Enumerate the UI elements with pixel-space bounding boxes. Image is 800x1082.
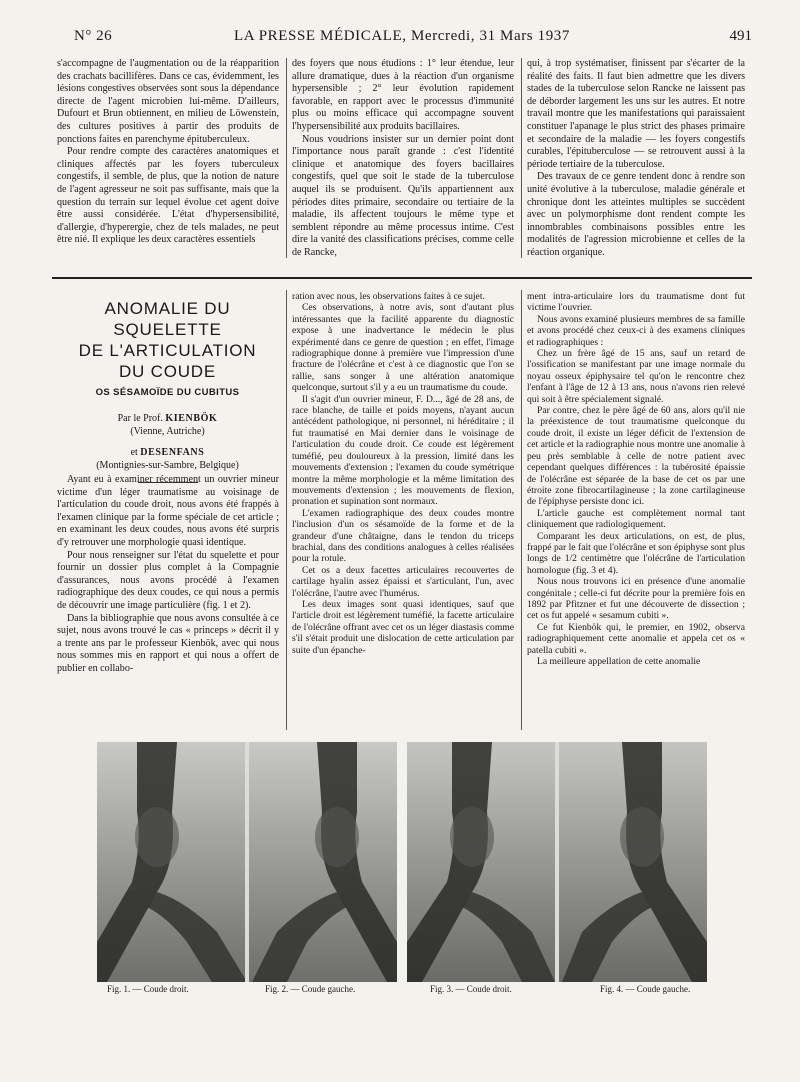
column-rule <box>521 290 522 730</box>
page-number: 491 <box>729 28 752 44</box>
author1-place: (Vienne, Autriche) <box>130 426 205 437</box>
section-divider <box>52 277 752 279</box>
paragraph: Nous avons examiné plusieurs membres de sa famille et avons procédé chez ceux-ci à des examens cliniques et radiographiques : <box>527 313 745 348</box>
article-heading <box>55 298 280 483</box>
paragraph: Les deux images sont quasi identiques, sauf que l'article droit est légèrement tuméfié, la facette articulaire de l'olécrâne offrant avec cet os un léger diastasis comme s'il s'était produit une dislocation de cette articulation par suite d'un épanche- <box>292 598 514 656</box>
top-article-col2 <box>292 58 514 260</box>
paragraph: Chez un frère âgé de 15 ans, sauf un retard de l'ossification se manifestant par une image normale du noyau osseux épiphysaire tel qu'on le rencontre chez l'enfant à l'âge de 12 à 13 ans, nous n'avons rien relevé qui soit à être spécialement signalé. <box>527 348 745 405</box>
paragraph: Pour nous renseigner sur l'état du squelette et pour fournir un dossier plus complet à la Compagnie d'assurances, nous avons procédé à l'examen radiographique des deux coudes, ce qui nous a permis de découvrir une image particulière (fig. 1 et 2). <box>57 549 279 611</box>
paragraph: qui, à trop systématiser, finissent par s'écarter de la réalité des faits. Il faut bien admettre que les divers stades de la tuberculose selon Rancke ne laissent pas de déborder largement les uns sur les autres. Et notre travail montre que les manifestations qui paraissaient constituer l'apanage le plus strict des phases primaire et secondaire de la maladie — les foyers congestifs curables, l'épituberculose — se retrouvent aussi à la période tertiaire de la tuberculose. <box>527 58 745 170</box>
paragraph: La meilleure appellation de cette anomalie <box>537 656 701 667</box>
column-rule <box>286 58 287 258</box>
author1-name: KIENBÖK <box>165 413 218 424</box>
caption-fig3: Fig. 3. — Coude droit. <box>430 984 512 994</box>
paragraph: Cet os a deux facettes articulaires recouvertes de cartilage hyalin assez épaissi et s'articulant, l'un, avec l'olécrâne, l'autre avec l'humérus. <box>292 564 514 599</box>
paragraph: Ces observations, à notre avis, sont d'autant plus intéressantes que la facilité apparente du diagnostic expose à une inadvertance le médecin le plus expérimenté dans ce genre de question ; en effet, l'image radiographique donne à première vue l'impression d'une fracture de l'olécrâne et c'est à ce diagnostic que l'on se rallie, sans songer à une altération anatomique quelconque, surtout s'il y a eu un traumatisme du coude. <box>292 302 514 394</box>
xray-image-fig1-fig2 <box>97 742 397 982</box>
paragraph: s'accompagne de l'augmentation ou de la réapparition des crachats bacillifères. Dans ce cas, évidemment, les lésions congestives observées sont sous la dépendance directe de l'agent microbien lui-même. D'ailleurs, Dufourt et Brun obtiennent, en milieu de Löwenstein, des cultures positives à partir des produits de ponctions faites en parenchyme épituberculeux. <box>57 58 279 145</box>
paragraph: Nous nous trouvons ici en présence d'une anomalie congénitale ; celle-ci fut décrite pour la première fois en 1892 par Pfitzner et fut une découverte de dissection ; cet os fut appelé « sesamum cubiti ». <box>527 576 745 622</box>
xray-image-fig3-fig4 <box>407 742 707 982</box>
paragraph: ment intra-articulaire lors du traumatisme dont fut victime l'ouvrier. <box>527 291 745 314</box>
paragraph: Il s'agit d'un ouvrier mineur, F. D..., âgé de 28 ans, de race blanche, de taille et poids moyens, n'ayant aucun antécédent pathologique, ni personnel, ni héréditaire ; il fut traumatisé en Mai dernier dans le voisinage de l'articulation du coude droit. Ce coude est légèrement tuméfié, peu douloureux à la pression, limité dans les mouvements d'extension ; l'examen du coude symétrique montre la même morphologie et la même limitation des mouvements d'extension ; les mouvements de flexion, pronation et supination sont normaux. <box>292 393 514 508</box>
column-rule <box>521 58 522 258</box>
article-col2 <box>292 291 514 656</box>
article-title-line2: DE L'ARTICULATION <box>78 341 257 360</box>
caption-fig2: Fig. 2. — Coude gauche. <box>265 984 356 994</box>
paragraph: Ce fut Kienbök qui, le premier, en 1902, observa radiographiquement cette anomalie et appela cet os « patella cubiti ». <box>527 621 745 656</box>
top-article-col3 <box>527 58 745 260</box>
author1-prefix: Par le Prof. <box>117 413 163 424</box>
author2-name: DESENFANS <box>140 447 205 458</box>
paragraph: L'examen radiographique des deux coudes montre l'inclusion d'un os sésamoïde de la forme et de la grandeur d'une châtaigne, dans le tendon du triceps brachial, dans des conditions analogues à celles réalisées pour la rotule. <box>292 507 514 565</box>
paragraph: Pour rendre compte des caractères anatomiques et cliniques affectés par les foyers tuberculeux congestifs, il semble, de plus, que la notion de nature de l'agent agresseur ne soit pas suffisante, mais que la question du terrain sur lequel évolue cet agent doive être aussi considérée. L'état d'hypersensibilité, d'allergie, d'hyperergie, chez de tels malades, ne peut être nié. Il explique les deux caractères essentiels <box>57 146 279 246</box>
radiograph-pair-right <box>407 742 707 982</box>
paragraph: Ayant eu à examiner récemment un ouvrier mineur victime d'un léger traumatisme au voisinage de l'articulation du coude droit, nous avons été frappés à l'examen clinique par la forme spéciale de cet article ; en examinant les deux coudes, nous avons été surpris d'y retrouver une morphologie quasi identique. <box>57 474 279 548</box>
article-subtitle: OS SÉSAMOÏDE DU CUBITUS <box>95 387 240 398</box>
author2-prefix: et <box>130 447 138 458</box>
running-header <box>52 28 752 48</box>
author-block <box>55 412 280 472</box>
paragraph: ration avec nous, les observations faites à ce sujet. <box>292 291 485 302</box>
top-article-col1 <box>57 58 279 247</box>
article-title-line1: ANOMALIE DU SQUELETTE <box>104 299 231 339</box>
column-rule <box>286 290 287 730</box>
paragraph: L'article gauche est complètement normal tant cliniquement que radiologiquement. <box>527 507 745 531</box>
caption-fig4: Fig. 4. — Coude gauche. <box>600 984 691 994</box>
paragraph: des foyers que nous étudions : 1° leur étendue, leur allure dramatique, dues à la réaction d'un organisme hypersensible ; 2° leur évolution rapidement favorable, en rapport avec le processus d'immunité plus ou moins efficace qui accompagne souvent l'hypersensibilité aux produits bacillaires. <box>292 58 514 132</box>
paragraph: Par contre, chez le père âgé de 60 ans, alors qu'il nie la préexistence de tout traumatisme quelconque du coude droit, il existe un léger déficit de l'extension de cet article et la radiographie nous montre une anomalie à peu près semblable à celle de notre patient avec cependant quelques différences : la tubérosité épaissie de l'olécrâne est séparée de la base de cet os par une étroite zone fibrocartilagineuse ; la zone cartilagineuse de l'épiphyse persiste donc ici. <box>527 405 745 508</box>
issue-number: N° 26 <box>74 28 113 44</box>
article-col1 <box>57 474 279 676</box>
paragraph: Dans la bibliographie que nous avons consultée à ce sujet, nous avons trouvé le cas « princeps » décrit il y a trente ans par le professeur Kienbök, avec qui nous nous sommes mis en rapport et qui nous a offert de publier en collabo- <box>57 612 279 674</box>
paragraph: Nous voudrions insister sur un dernier point dont l'importance nous paraît grande : c'est l'identité clinique et anatomique des foyers bacillaires congestifs, quel que soit le stade de la tuberculose auquel ils se produisent. Qu'ils appartiennent aux périodes dites primaire, secondaire ou tertiaire de la maladie, ils affectent toujours le même type et semblent répondre au même processus intime. C'est dire la vanité des classifications précises, comme celle de Rancke, <box>292 133 514 258</box>
article-title-line3: DU COUDE <box>118 362 217 381</box>
radiograph-pair-left <box>97 742 397 982</box>
paragraph: Comparant les deux articulations, on est, de plus, frappé par le fait que l'olécrâne et son épiphyse sont plus longs de 1/2 centimètre que l'olécrâne de l'articulation homologue (fig. 3 et 4). <box>527 530 745 576</box>
author2-place: (Montignies-sur-Sambre, Belgique) <box>96 460 239 471</box>
paragraph: Des travaux de ce genre tendent donc à rendre son unité évolutive à la tuberculose, maladie générale et chronique dont les atteintes multiples se succèdent avec un polymorphisme dont rendent compte les innombrables combinaisons possibles entre les modalités de l'agression microbienne et celles de la réaction organique. <box>527 171 745 258</box>
article-col3 <box>527 291 745 667</box>
journal-title: LA PRESSE MÉDICALE, Mercredi, 31 Mars 1937 <box>233 28 570 44</box>
radiograph-figures <box>97 742 707 982</box>
caption-fig1: Fig. 1. — Coude droit. <box>107 984 189 994</box>
